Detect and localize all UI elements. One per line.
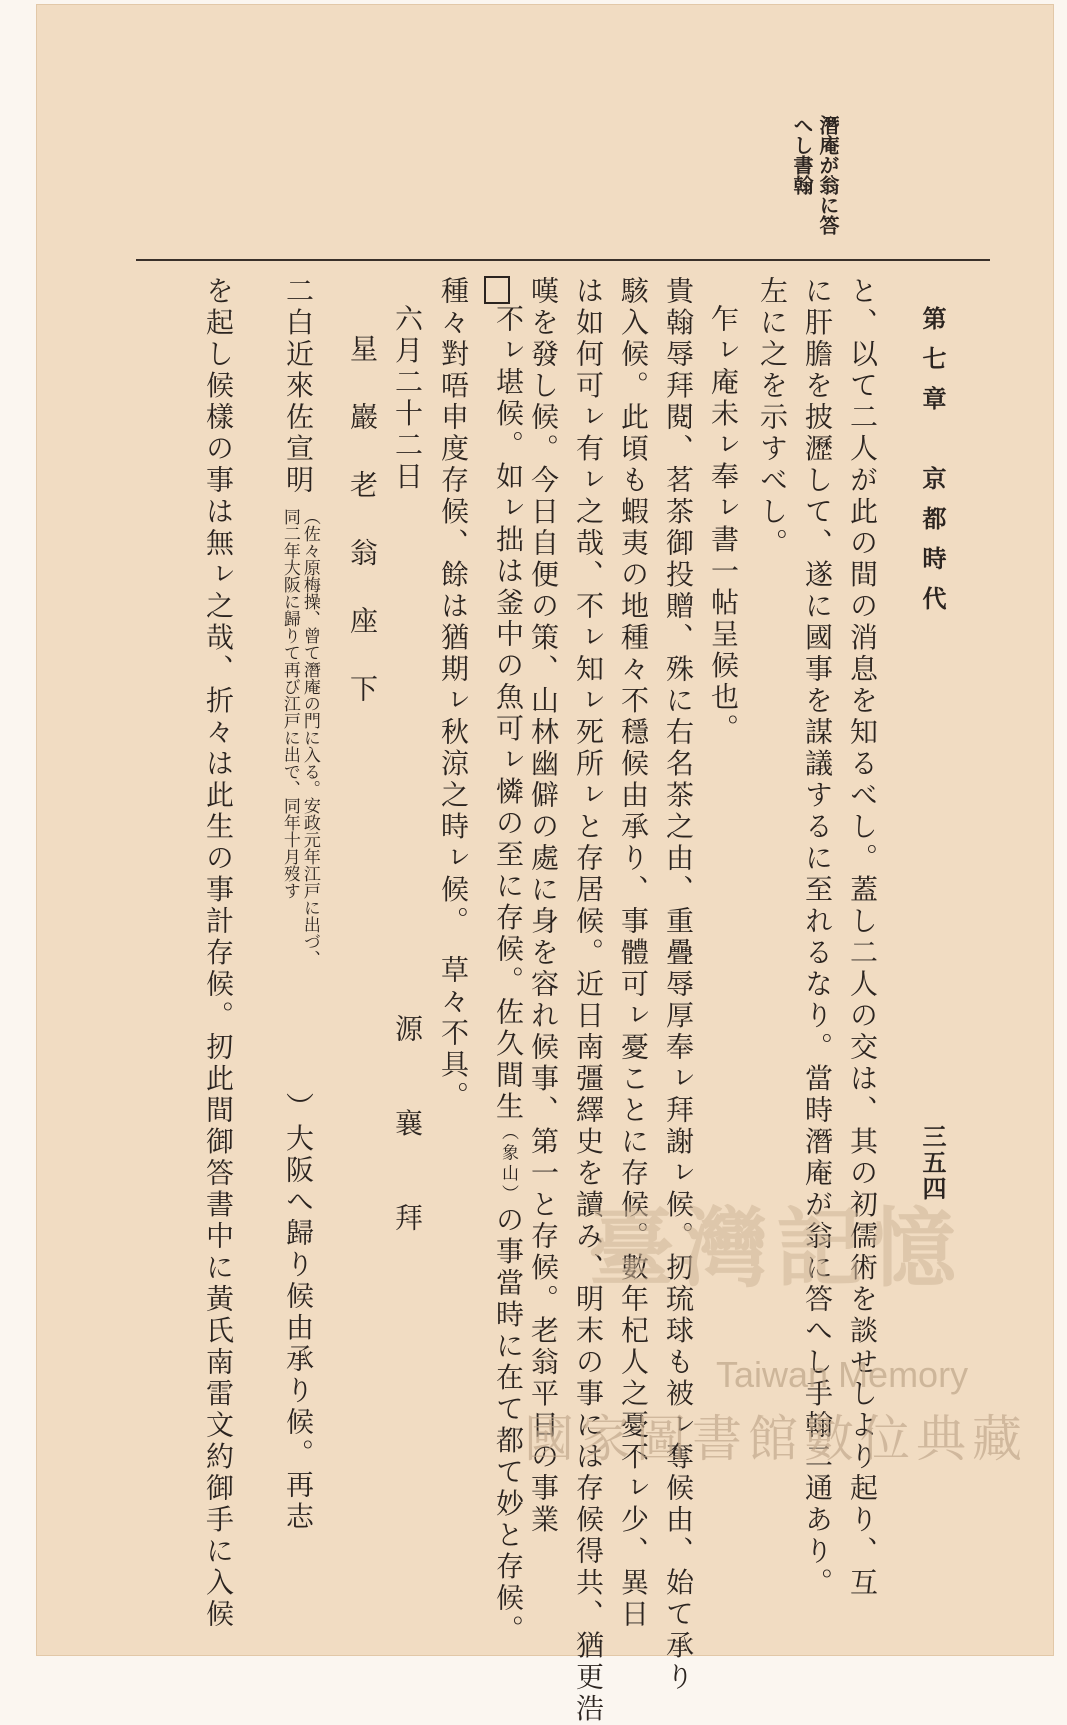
letter-date: 六月二十二日 — [391, 304, 424, 493]
letter-column-6: 駭入候。此頃も蝦夷の地種々不穩候由承り、事體可ㇾ憂ことに存候。數年杞人之憂不ㇾ少、異日 — [617, 276, 650, 1631]
letter-column-8: 嘆を發し候。今日自便の策、山林幽僻の處に身を容れ候事、第一と存候。老翁平日の事業 — [527, 276, 560, 1536]
letter-column-4: 乍ㇾ庵未ㇾ奉ㇾ書一帖呈候也。 — [707, 304, 740, 745]
header-rule — [136, 259, 990, 261]
letter-column-9-text: 不ㇾ堪候。如ㇾ拙は釜中の魚可ㇾ憐の至に存候。佐久間生 — [492, 304, 525, 1123]
letter-column-9-note: （象山） — [498, 1123, 518, 1205]
book-page — [36, 4, 1054, 1725]
headnote-line-1: 潛庵が翁に答 — [816, 115, 840, 235]
letter-column-5: 貴翰辱拜閱、茗茶御投贈、殊に右名茶之由、重疊辱厚奉ㇾ拜謝ㇾ候。扨琉球も被ㇾ奪候由、始て承り — [662, 276, 695, 1694]
margin-headnote — [780, 115, 838, 235]
watermark-logo-text: 臺灣記憶 — [588, 1198, 964, 1299]
body-column-3: 左に之を示すべし。 — [756, 276, 789, 560]
letter-column-13-note-2: 同二年大阪に歸りて再び江戸に出で、同年十月歿す — [279, 508, 300, 899]
letter-column-13-note-1: （佐々原梅操、曾て潛庵の門に入る。安政元年江戸に出づ、 — [299, 508, 320, 967]
watermark-english: Taiwan Memory — [716, 1354, 969, 1395]
letter-column-7: は如何可ㇾ有ㇾ之哉、不ㇾ知ㇾ死所ㇾと存居候。近日南彊繹史を讀み、明末の事には存候得共、猶更浩 — [572, 276, 605, 1725]
letter-column-9-end: の事當時に在て都て妙と存候。 — [492, 1205, 525, 1646]
letter-addressee: 星 巖 老 翁 座 下 — [346, 334, 379, 708]
letter-column-14: を起し候樣の事は無ㇾ之哉、折々は此生の事計存候。扨此間御答書中に黃氏南雷文約御手に入候 — [202, 276, 235, 1631]
show-through-text — [718, 74, 747, 94]
letter-sender: 源 襄 拜 — [391, 1014, 424, 1235]
body-column-1: と、以て二人が此の間の消息を知るべし。蓋し二人の交は、其の初儒術を談せしより起り、互 — [846, 276, 879, 1599]
letter-column-10: 種々對唔申度存候、餘は猶期ㇾ秋涼之時ㇾ候。 草々不具。 — [437, 276, 470, 1113]
letter-column-13-end: ）大阪へ歸り候由承り候。再志 — [282, 1092, 315, 1533]
missing-character-box — [484, 276, 510, 304]
library-watermark — [506, 1179, 1046, 1479]
page-number: 三五四 — [918, 1124, 947, 1202]
headnote-line-2: へし書翰 — [790, 115, 814, 195]
watermark-library-name: 國家圖書館數位典藏 — [524, 1411, 1028, 1467]
letter-column-13 — [248, 276, 318, 1576]
body-column-2: に肝膽を披瀝して、遂に國事を謀議するに至れるなり。當時潛庵が翁に答へし手翰二通あり。 — [801, 276, 834, 1599]
chapter-header: 第七章 京都時代 — [918, 306, 947, 626]
letter-column-13-start: 二白近來佐宣明 — [282, 276, 315, 497]
